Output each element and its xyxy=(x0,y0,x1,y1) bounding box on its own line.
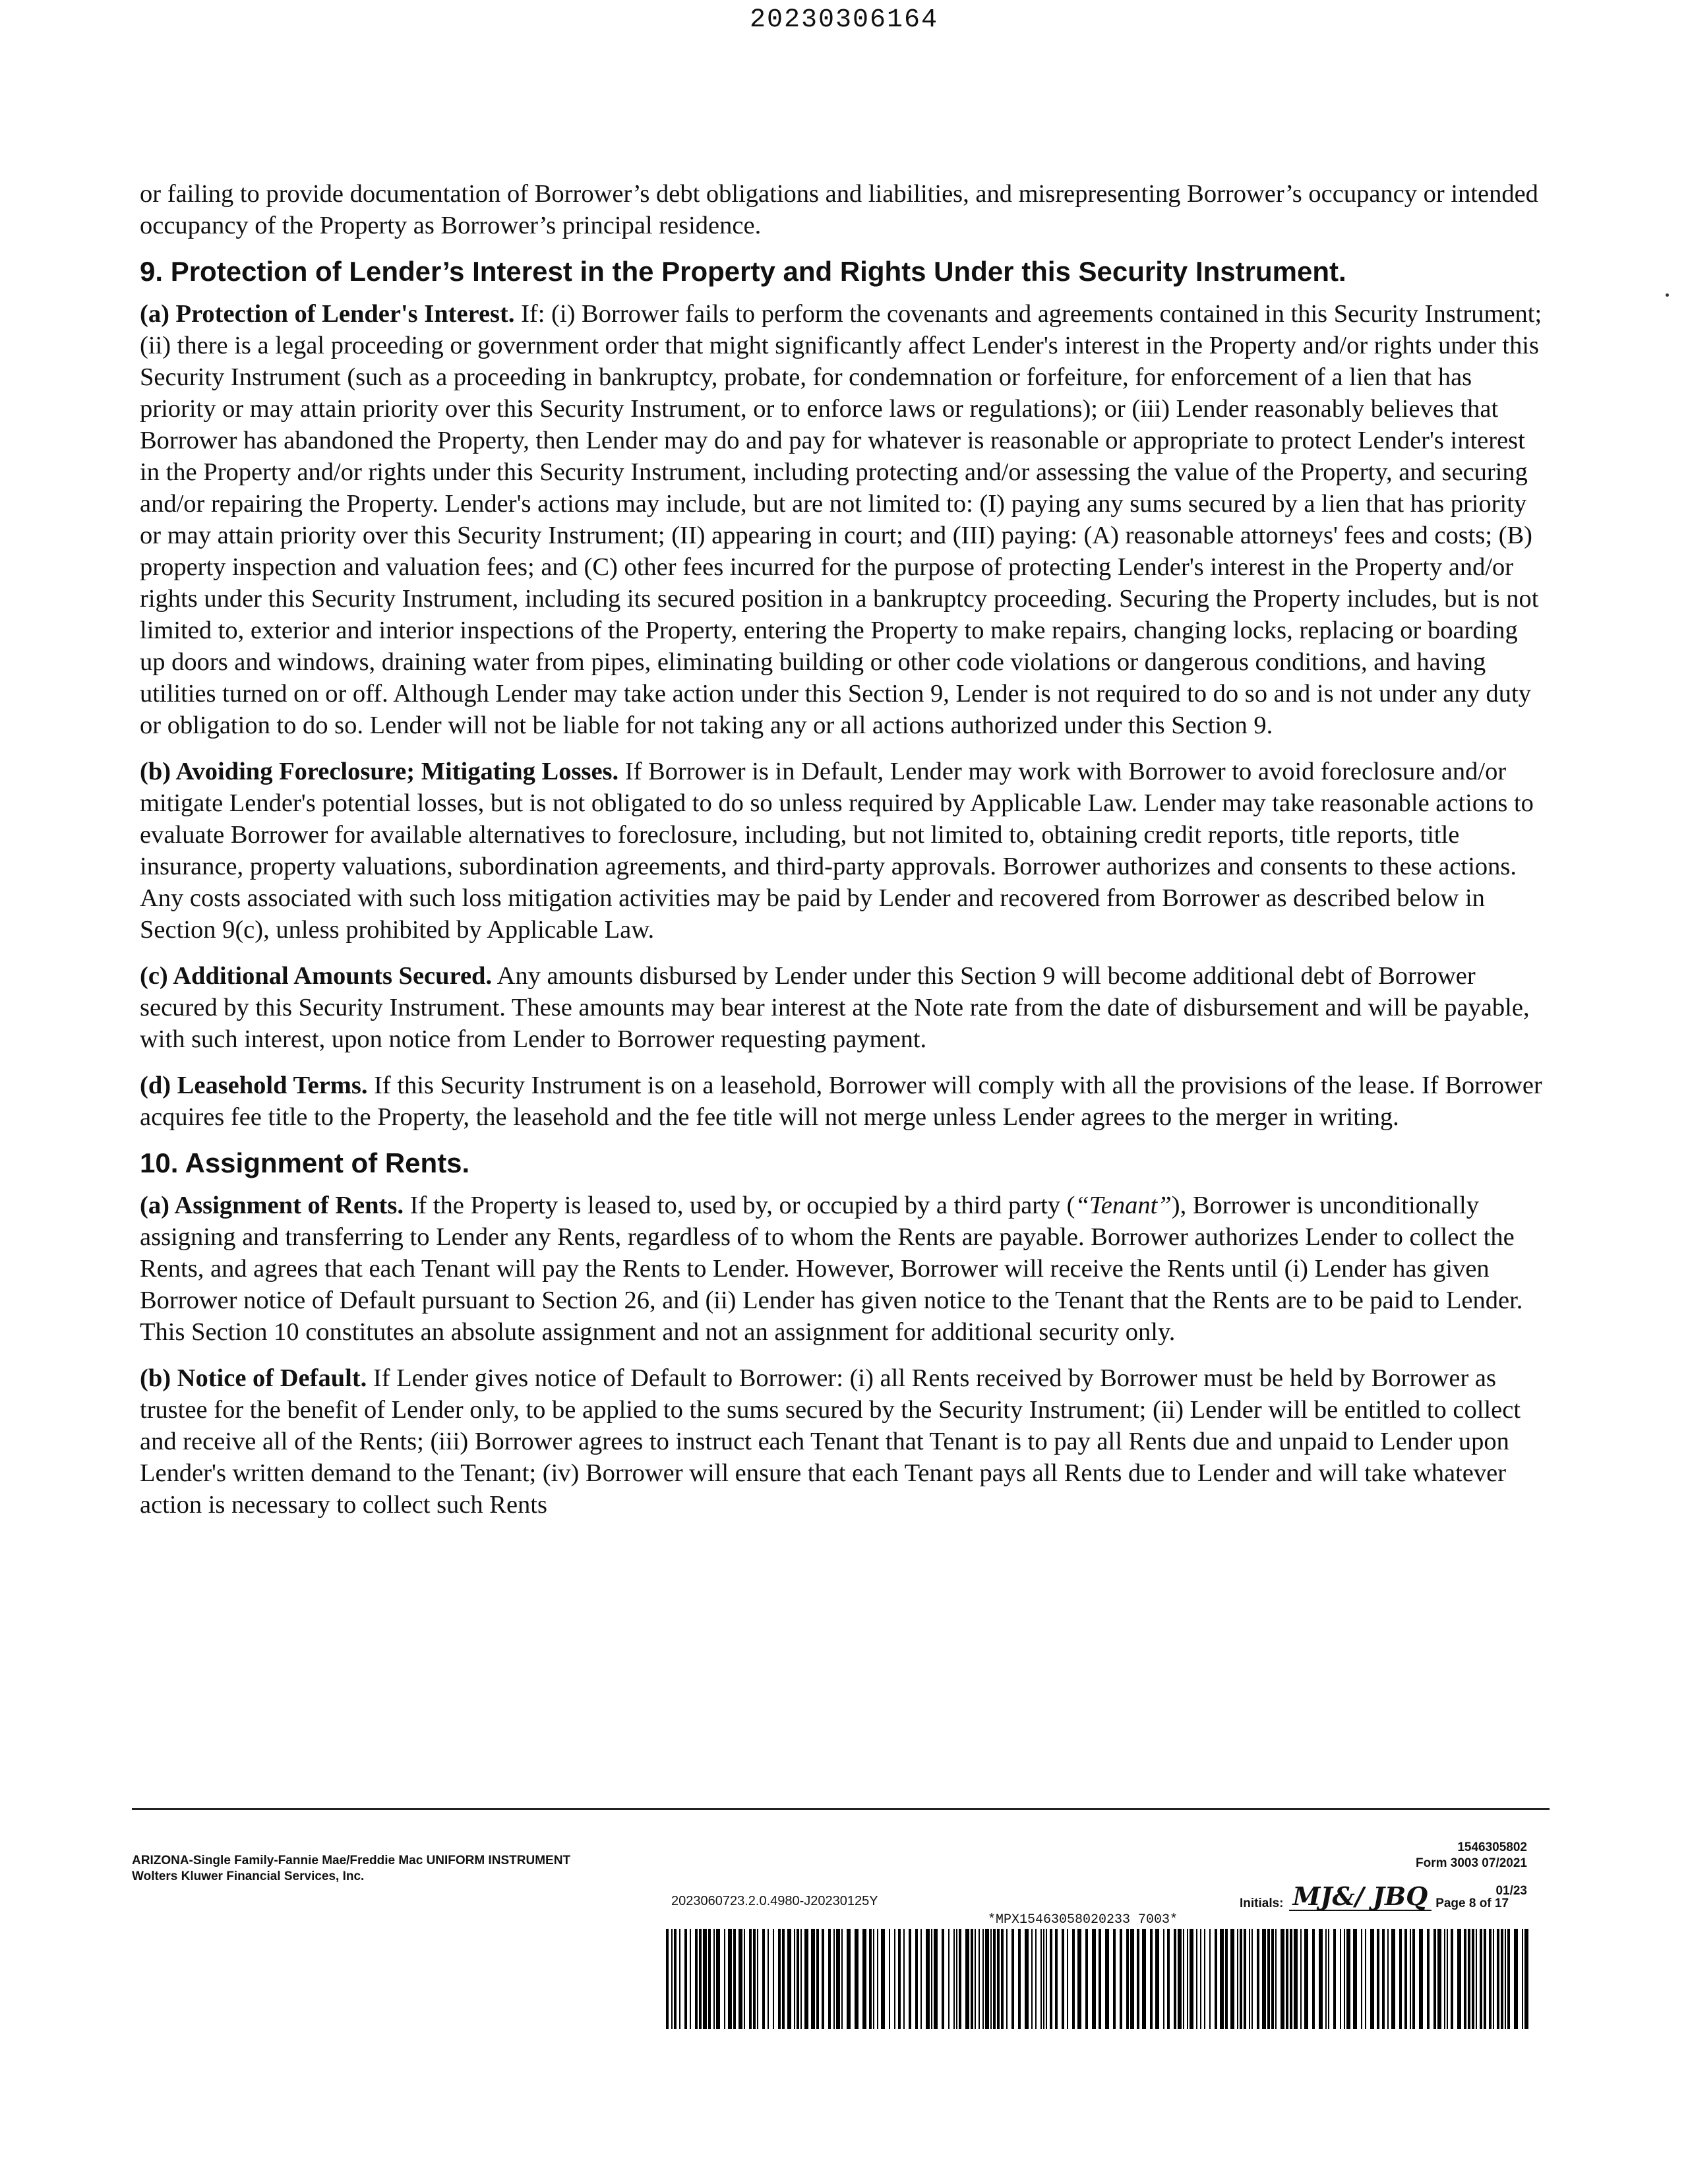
barcode xyxy=(666,1929,1531,2029)
initials-label: Initials: xyxy=(1240,1896,1284,1910)
section-10a-text-after: ), Borrower is unconditionally assigning and transferring to Lender any Rents, regardless of to whom the Rents are payable. Borrower authorizes Lender to collect the Rents, and agrees that each Tenant will pay the Rents to Lender. However, Borrower will receive the Rents until (i) Lender has given Borrower notice of Default pursuant to Section 26, and (ii) Lender has given notice to the Tenant that the Rents are to be paid to Lender. This Section 10 constitutes an absolute assignment and not an assignment for additional security only. xyxy=(140,1192,1523,1346)
form-identifier xyxy=(132,1853,570,1885)
section-10a-text-before: If the Property is leased to, used by, or occupied by a third party ( xyxy=(403,1192,1075,1219)
initials-signature: MJ&/ JBQ xyxy=(1289,1883,1432,1911)
section-9b-lead: (b) Avoiding Foreclosure; Mitigating Losses. xyxy=(140,758,619,785)
section-9-heading: 9. Protection of Lender’s Interest in the Property and Rights Under this Security Instrument. xyxy=(140,256,1346,287)
section-9d-paragraph xyxy=(140,1070,1544,1133)
document-body xyxy=(140,178,1544,1535)
batch-code: 2023060723.2.0.4980-J20230125Y xyxy=(671,1894,878,1908)
section-10b-text: If Lender gives notice of Default to Borrower: (i) all Rents received by Borrower must be held by Borrower as trustee for the benefit of Lender only, to be applied to the sums secured by the Security Instrument; (ii) Lender will be entitled to collect and receive all of the Rents; (iii) Borrower agrees to instruct each Tenant that Tenant is to pay all Rents due and unpaid to Lender upon Lender's written demand to the Tenant; (iv) Borrower will ensure that each Tenant pays all Rents due to Lender and will take whatever action is necessary to collect such Rents xyxy=(140,1364,1521,1519)
section-9b-text: If Borrower is in Default, Lender may work with Borrower to avoid foreclosure and/or mitigate Lender's potential losses, but is not obligated to do so unless required by Applicable Law. Lender may take reasonable actions to evaluate Borrower for available alternatives to foreclosure, including, but not limited to, obtaining credit reports, title reports, title insurance, property valuations, subordination agreements, and third-party approvals. Borrower authorizes and consents to these actions. Any costs associated with such loss mitigation activities may be paid by Lender and recovered from Borrower as described below in Section 9(c), unless prohibited by Applicable Law. xyxy=(140,758,1534,944)
loan-number: 1546305802 xyxy=(1457,1840,1527,1854)
section-9c-paragraph xyxy=(140,960,1544,1055)
tenant-term: “Tenant” xyxy=(1075,1192,1172,1219)
continuation-paragraph: or failing to provide documentation of Borrower’s debt obligations and liabilities, and misrepresenting Borrower’s occupancy or intended occupancy of the Property as Borrower’s principal residence. xyxy=(140,180,1538,239)
scan-speck xyxy=(1666,293,1669,297)
section-10b-lead: (b) Notice of Default. xyxy=(140,1364,367,1392)
section-10a-lead: (a) Assignment of Rents. xyxy=(140,1192,404,1219)
section-10a-paragraph xyxy=(140,1190,1544,1348)
recording-number: 20230306164 xyxy=(749,5,939,35)
form-line-2: Wolters Kluwer Financial Services, Inc. xyxy=(132,1869,365,1883)
section-9b-paragraph xyxy=(140,756,1544,946)
section-10b-paragraph xyxy=(140,1362,1544,1521)
initials-area xyxy=(1240,1883,1509,1911)
section-9a-text: If: (i) Borrower fails to perform the covenants and agreements contained in this Security Instrument; (ii) there is a legal proceeding or government order that might significantly affect Lender's interest in the Property and/or rights under this Security Instrument (such as a proceeding in bankruptcy, probate, for condemnation or forfeiture, for enforcement of a lien that has priority or may attain priority over this Security Instrument, or to enforce laws or regulations); or (iii) Lender reasonably believes that Borrower has abandoned the Property, then Lender may do and pay for whatever is reasonable or appropriate to protect Lender's interest in the Property and/or rights under this Security Instrument, including protecting and/or assessing the value of the Property, and securing and/or repairing the Property. Lender's actions may include, but are not limited to: (I) paying any sums secured by a lien that has priority or may attain priority over this Security Instrument; (II) appearing in court; and (III) paying: (A) reasonable attorneys' fees and costs; (B) property inspection and valuation fees; and (C) other fees incurred for the purpose of protecting Lender's interest in the Property and/or rights under this Security Instrument, including its secured position in a bankruptcy proceeding. Securing the Property includes, but is not limited to, exterior and interior inspections of the Property, entering the Property to make repairs, changing locks, replacing or boarding up doors and windows, draining water from pipes, eliminating building or other code violations or dangerous conditions, and having utilities turned on or off. Although Lender may take action under this Section 9, Lender is not required to do so and is not under any duty or obligation to do so. Lender will not be liable for not taking any or all actions authorized under this Section 9. xyxy=(140,300,1542,739)
form-number: Form 3003 07/2021 xyxy=(1415,1856,1527,1870)
section-9d-lead: (d) Leasehold Terms. xyxy=(140,1072,368,1099)
form-line-1: ARIZONA-Single Family-Fannie Mae/Freddie Mac UNIFORM INSTRUMENT xyxy=(132,1854,571,1867)
section-10-heading: 10. Assignment of Rents. xyxy=(140,1147,470,1178)
page-number: Page 8 of 17 xyxy=(1435,1896,1509,1910)
section-9a-lead: (a) Protection of Lender's Interest. xyxy=(140,300,515,328)
footer-divider xyxy=(132,1808,1550,1810)
section-9a-paragraph xyxy=(140,298,1544,741)
section-9d-text: If this Security Instrument is on a leasehold, Borrower will comply with all the provisions of the lease. If Borrower acquires fee title to the Property, the leasehold and the fee title will not merge unless Lender agrees to the merger in writing. xyxy=(140,1072,1542,1131)
section-9c-text: Any amounts disbursed by Lender under this Section 9 will become additional debt of Borrower secured by this Security Instrument. These amounts may bear interest at the Note rate from the date of disbursement and will be payable, with such interest, upon notice from Lender to Borrower requesting payment. xyxy=(140,962,1530,1053)
barcode-text: *MPX15463058020233 7003* xyxy=(988,1912,1178,1927)
revision-date: 01/23 xyxy=(1495,1884,1527,1898)
section-9c-lead: (c) Additional Amounts Secured. xyxy=(140,962,493,990)
